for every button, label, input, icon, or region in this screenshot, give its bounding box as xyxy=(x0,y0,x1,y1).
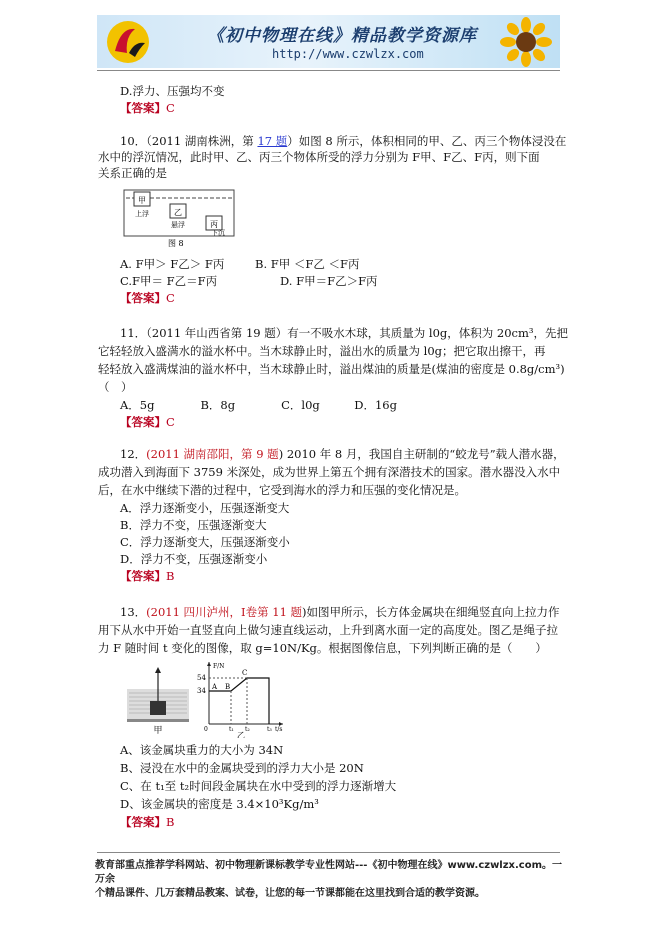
site-url[interactable]: http://www.czwlzx.com xyxy=(272,47,424,61)
q13-line2: 用下从水中开始一直竖直向上做匀速直线运动，上升到离水面一定的高度处。图乙是绳子拉 xyxy=(98,623,558,637)
q13-fig-caption-yi: 乙 xyxy=(237,731,245,738)
header-divider xyxy=(97,70,560,71)
q12-answer: 【答案】B xyxy=(120,569,175,583)
q11-line4: （ ） xyxy=(98,380,133,394)
q12-option-b: B．浮力不变，压强逐渐变大 xyxy=(120,518,267,532)
q12-line2: 成功潜入到海面下 3759 米深处，成为世界上第五个拥有深潜技术的国家。潜水器没入水中 xyxy=(98,465,561,479)
q13-option-b: B、浸没在水中的金属块受到的浮力大小是 20N xyxy=(120,761,364,775)
q10-option-b: B. F甲 ＜F乙 ＜F丙 xyxy=(255,257,360,271)
q12-option-c: C．浮力逐渐变大，压强逐渐变小 xyxy=(120,535,290,549)
q10-fig-caption: 图 8 xyxy=(168,239,184,248)
q11-line1: 11．（2011 年山西省第 19 题）有一不吸水木球，其质量为 l0g，体积为 20cm³，先把 xyxy=(120,326,569,340)
q12-line1: 12．(2011 湖南邵阳，第 9 题) 2010 年 8 月，我国自主研制的“蛟龙号”载人潜水器， xyxy=(120,447,565,461)
footer-divider xyxy=(97,852,560,853)
q13-source: (2011 四川泸州，Ⅰ卷第 11 题 xyxy=(146,605,303,619)
sunflower-icon xyxy=(496,17,556,67)
graph-y-tick-54: 54 xyxy=(197,674,206,682)
q10-line1: 10．（2011 湖南株洲，第 17 题）如图 8 所示，体积相同的甲、乙、丙三个物体浸没在 xyxy=(120,134,567,148)
q10-fig-label-c: 丙 xyxy=(210,220,218,229)
graph-force-line xyxy=(209,678,269,724)
q12-line3: 后，在水中继续下潜的过程中，它受到海水的浮力和压强的变化情况是。 xyxy=(98,483,466,497)
q13-figure-yi xyxy=(195,658,290,738)
q13-line1: 13．(2011 四川泸州，Ⅰ卷第 11 题)如图甲所示，长方体金属块在细绳竖直向上拉力作 xyxy=(120,605,560,619)
q11-options: A．5g B．8g C．l0g D．16g xyxy=(120,398,397,412)
q13-line3: 力 F 随时间 t 变化的图像，取 g=10N/Kg。根据图像信息，下列判断正确的是（ ） xyxy=(98,641,547,655)
graph-y-label: F/N xyxy=(213,663,225,670)
header-banner xyxy=(97,15,560,68)
q11-line2: 它轻轻放入盛满水的溢水杯中。当木球静止时，溢出水的质量为 l0g；把它取出擦干，再 xyxy=(98,344,546,358)
q10-fig-label-b: 乙 xyxy=(174,208,182,217)
graph-x-tick-0: 0 xyxy=(204,726,208,733)
q10-fig-note-a: 上浮 xyxy=(135,210,149,218)
graph-point-a: A xyxy=(212,683,218,691)
q12-option-a: A．浮力逐渐变小，压强逐渐变大 xyxy=(120,501,290,515)
q10-fig-note-b: 悬浮 xyxy=(171,221,185,229)
q10-line2: 水中的浮沉情况，此时甲、乙、丙三个物体所受的浮力分别为 F甲、F乙、F丙，则下面 xyxy=(98,150,540,164)
q13-option-d: D、该金属块的密度是 3.4×10³Kg/m³ xyxy=(120,797,319,811)
q13-figure-jia xyxy=(125,665,191,735)
q10-source-link[interactable]: 17 题 xyxy=(257,134,288,148)
q11-line3: 轻轻放入盛满煤油的溢水杯中，当木球静止时，溢出煤油的质量是(煤油的密度是 0.8g/cm³) xyxy=(98,362,565,376)
q9-option-d: D.浮力、压强均不变 xyxy=(120,84,225,98)
graph-point-b: B xyxy=(225,683,231,691)
q12-option-d: D．浮力不变，压强逐渐变小 xyxy=(120,552,268,566)
graph-y-tick-34: 34 xyxy=(197,687,206,695)
q13-fig-caption-jia: 甲 xyxy=(153,726,163,735)
q10-figure xyxy=(120,186,240,248)
q9-answer: 【答案】C xyxy=(120,101,175,115)
graph-x-label: t/s xyxy=(275,726,283,733)
graph-x-tick-t3: t₃ xyxy=(267,726,272,733)
site-logo-icon xyxy=(105,19,151,65)
q10-option-c: C.F甲＝ F乙＝F丙 xyxy=(120,274,218,288)
q10-answer: 【答案】C xyxy=(120,291,175,305)
q10-option-a: A. F甲＞ F乙＞ F丙 xyxy=(120,257,225,271)
q12-source: (2011 湖南邵阳，第 9 题 xyxy=(146,447,279,461)
q10-line3: 关系正确的是 xyxy=(98,166,167,180)
q10-fig-label-a: 甲 xyxy=(138,196,146,205)
graph-point-c: C xyxy=(242,669,248,677)
site-title: 《初中物理在线》精品教学资源库 xyxy=(207,26,477,46)
q13-answer: 【答案】B xyxy=(120,815,175,829)
graph-x-tick-t1: t₁ xyxy=(229,726,234,733)
q13-option-c: C、在 t₁至 t₂时间段金属块在水中受到的浮力逐渐增大 xyxy=(120,779,397,793)
graph-x-tick-t2: t₂ xyxy=(245,726,250,733)
q13-option-a: A、该金属块重力的大小为 34N xyxy=(120,743,284,757)
footer-line1: 教育部重点推荐学科网站、初中物理新课标教学专业性网站---《初中物理在线》www.czwlzx.com。一万余 xyxy=(95,860,563,885)
q10-option-d: D. F甲＝F乙＞F丙 xyxy=(280,274,378,288)
q11-answer: 【答案】C xyxy=(120,415,175,429)
page-footer xyxy=(95,859,565,901)
q10-fig-note-c: 下沉 xyxy=(211,229,225,237)
footer-line2: 个精品课件、几万套精品教案、试卷，让您的每一节课都能在这里找到合适的教学资源。 xyxy=(95,888,485,899)
